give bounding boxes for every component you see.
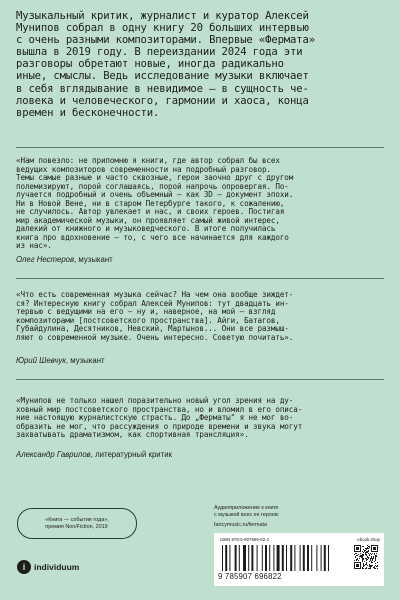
review-quote-2: «Что есть современная музыка сейчас? На чем она вообще зиждет- ся? Интересную книгу собрал Алексей Мунипов: тут двадцать ин- тервью с ведущими на его — ну и, наверное, на мой — взгляд композиторами [постсоветского пространства]. Айги, Батагов, Губайдулина, Десятников, Невский, Мартынов... Они все размыш- ляют о современной музыке. Очень интересно. Советую почитать». — [16, 290, 294, 342]
review-author-role: , музыкант — [65, 356, 105, 365]
publisher-mark-icon: i — [17, 560, 31, 574]
publisher-logo — [17, 559, 79, 575]
barcode-digits: 9 785907 696822 — [218, 572, 282, 581]
divider — [16, 147, 384, 148]
review-author-3 — [16, 450, 172, 459]
barcode-icon — [222, 545, 342, 573]
review-quote-3: «Мунипов не только нашел поразительно новый угол зрения на ду- ховный мир постсоветского пространства, но и вломил в его описа- ние настоящую журналистскую страсть. До „Ферматы" я не мог во- образить не мог, что рассуждения о природе времени и звука могут захватывать драматизмом, как спортивная трансляция». — [16, 396, 303, 440]
review-author-name: Юрий Шевчук — [16, 356, 66, 365]
audio-supplement-note: Аудиоприложение к книге с музыкой всех ее героев: — [214, 505, 280, 518]
book-description: Музыкальный критик, журналист и куратор Алексей Мунипов собрал в одну книгу 20 больших интервью с очень разными композиторами. Впервые «Фермата» вышла в 2019 году. В переиздании 2024 года эти разговоры обретают новые, иногда радикально иные, смыслы. Ведь исследование музыки включает в себя вглядывание в невидимое — в сущность че- ловека и человеческого, гармонии и хаоса, конца времен и бесконечности. — [16, 10, 315, 119]
award-text: «Книга — событие года», премия Non/Fiction, 2019 — [45, 516, 109, 530]
audio-url[interactable]: fancymusic.ru/fermata — [214, 522, 268, 528]
review-author-role: , музыкант — [74, 255, 113, 264]
review-author-name: Олег Нестеров — [16, 255, 75, 264]
award-badge — [17, 508, 137, 539]
divider — [16, 379, 384, 380]
review-author-1 — [16, 255, 113, 264]
isbn-label: ISBN 978-5-907696-82-2 — [220, 537, 270, 542]
barcode-panel — [214, 533, 384, 586]
review-author-2 — [16, 356, 105, 365]
review-quote-1: «Нам повезло: не припомню я книги, где автор собрал бы всех ведущих композиторов современности на подробный разговор. Темы самые разные и часто сквозные, герои заочно друг с другом полемизируют, порой соглашаясь, порой напрочь опровергая. По- лучается подробный и очень объемный — как 3D — документ эпохи. Ни в Новой Вене, ни в старом Петербурге такого, к сожалению, не случилось. Автор увлекает и нас, и своих героев. Постигая мир академической музыки, он проявляет самый живой интерес, далекий от книжного и музыковедческого. В итоге получилась книга про вдохновение — то, с чего все начинается для каждого из нас». — [16, 156, 294, 251]
review-author-role: , литературный критик — [90, 450, 172, 459]
shop-label: ebook.shop — [357, 537, 380, 542]
divider — [16, 278, 384, 279]
review-author-name: Александр Гаврилов — [16, 450, 91, 459]
qr-code-icon[interactable] — [354, 545, 378, 569]
publisher-name: individuum — [34, 562, 80, 572]
